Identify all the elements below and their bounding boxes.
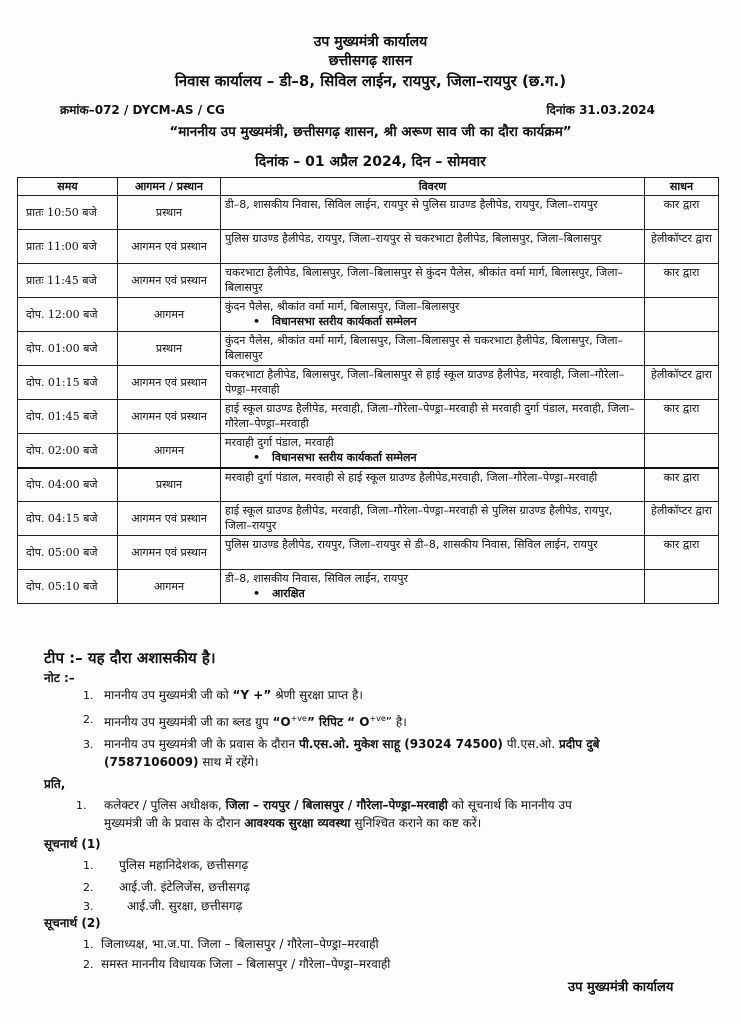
cell-mode: हेलीकॉप्टर द्वारा: [645, 230, 719, 264]
cell-detail-text: डी–8, शासकीय निवास, सिविल लाईन, रायपुर: [225, 572, 408, 585]
cell-action: आगमन एवं प्रस्थान: [118, 536, 221, 570]
note-1-number: 1.: [83, 689, 94, 702]
info-1-item-2: आई.जी. इंटेलिजेंस, छत्तीसगढ़: [119, 880, 250, 894]
cell-detail: [221, 196, 645, 230]
note-2: [104, 710, 704, 731]
info-2-item-1: जिलाध्यक्ष, भा.ज.पा. जिला – बिलासपुर / गौरेला–पेण्ड्रा–मरवाही: [101, 937, 379, 951]
program-title: “माननीय उप मुख्यमंत्री, छत्तीसगढ़ शासन, श्री अरूण साव जी का दौरा कार्यक्रम”: [169, 124, 572, 140]
cell-mode: कार द्वारा: [645, 264, 719, 298]
cell-detail-text: हाई स्कूल ग्राउण्ड हैलीपेड, मरवाही, जिला–गौरेला–पेण्ड्रा–मरवाही से मरवाही दुर्गा पंडाल, मरवाही, जिला–गौरेला–पेण्ड्रा–मरवाही: [225, 402, 635, 430]
cell-detail: [221, 366, 645, 400]
table-row: [18, 502, 719, 536]
schedule-table: [17, 177, 719, 604]
cell-detail: [221, 502, 645, 536]
copy-1-number: 1.: [76, 799, 87, 812]
cell-time: दोप. 04:00 बजे: [18, 468, 118, 502]
note-1: [104, 686, 704, 704]
note-2-text: माननीय उप मुख्यमंत्री जी का ब्लड ग्रुप: [104, 715, 273, 729]
cell-detail-text: कुंदन पैलेस, श्रीकांत वर्मा मार्ग, बिलासपुर, जिला–बिलासपुर से चकरभाटा हैलीपेड, बिलासपुर, जिला–बिलासपुर: [225, 334, 623, 362]
table-row: [18, 230, 719, 264]
info-2-item-2: समस्त माननीय विधायक जिला – बिलासपुर / गौरेला–पेण्ड्रा–मरवाही: [101, 957, 391, 971]
cell-action: प्रस्थान: [118, 332, 221, 366]
cell-detail: [221, 332, 645, 366]
note-1-text-end: श्रेणी सुरक्षा प्राप्त है।: [271, 688, 363, 702]
cell-detail-text: कुंदन पैलेस, श्रीकांत वर्मा मार्ग, बिलासपुर, जिला–बिलासपुर: [225, 300, 460, 313]
note-2-blood-a: “O: [272, 715, 291, 729]
cell-detail: [221, 264, 645, 298]
note-1-category: “Y +”: [232, 688, 272, 702]
cell-detail: [221, 400, 645, 434]
cell-action: आगमन एवं प्रस्थान: [118, 502, 221, 536]
note-1-text: माननीय उप मुख्यमंत्री जी को: [104, 688, 233, 702]
note-3-text-mid: पी.एस.ओ.: [502, 737, 559, 751]
copy-heading: प्रति,: [44, 777, 66, 791]
cell-action: आगमन: [118, 434, 221, 468]
reference-number: क्रमांक–072 / DYCM-AS / CG: [60, 103, 225, 117]
header-action: आगमन / प्रस्थान: [118, 178, 221, 196]
table-row: [18, 298, 719, 332]
cell-time: दोप. 05:00 बजे: [18, 536, 118, 570]
cell-mode: हेलीकॉप्टर द्वारा: [645, 366, 719, 400]
cell-time: दोप. 02:00 बजे: [18, 434, 118, 468]
cell-action: आगमन एवं प्रस्थान: [118, 264, 221, 298]
header-detail: विवरण: [221, 178, 645, 196]
tip-note: टीप :– यह दौरा अशासकीय है।: [44, 649, 216, 667]
cell-detail: [221, 230, 645, 264]
cell-mode: हेलीकॉप्टर द्वारा: [645, 502, 719, 536]
copy-1-text: कलेक्टर / पुलिस अधीक्षक,: [104, 798, 226, 812]
cell-time: दोप. 01:15 बजे: [18, 366, 118, 400]
cell-action: आगमन एवं प्रस्थान: [118, 366, 221, 400]
cell-detail-text: पुलिस ग्राउण्ड हैलीपेड, रायपुर, जिला–रायपुर से डी–8, शासकीय निवास, सिविल लाईन, रायपुर: [225, 538, 598, 551]
cell-action: आगमन एवं प्रस्थान: [118, 400, 221, 434]
cell-time: दोप. 04:15 बजे: [18, 502, 118, 536]
note-3-text: माननीय उप मुख्यमंत्री जी के प्रवास के दौरान: [104, 737, 299, 751]
note-3-pso-1: पी.एस.ओ. मुकेश साहू (93024 74500): [298, 737, 503, 751]
cell-action: आगमन एवं प्रस्थान: [118, 230, 221, 264]
cell-detail-text: चकरभाटा हैलीपेड, बिलासपुर, जिला–बिलासपुर से हाई स्कूल ग्राउण्ड हैलीपेड, मरवाही, जिला–गौरेला–पेण्ड्रा–मरवाही: [225, 368, 625, 396]
cell-time: दोप. 05:10 बजे: [18, 570, 118, 604]
copy-1-text-end: सुनिश्चित कराने का कष्ट करें।: [350, 816, 482, 830]
note-3-number: 3.: [83, 738, 94, 751]
copy-1-districts: जिला – रायपुर / बिलासपुर / गौरेला–पेण्ड्रा–मरवाही: [225, 798, 448, 812]
cell-detail-text: हाई स्कूल ग्राउण्ड हैलीपेड, मरवाही, जिला–गौरेला–पेण्ड्रा–मरवाही से पुलिस ग्राउण्ड हैलीपेड, रायपुर, जिला–रायपुर: [225, 504, 613, 532]
info-2-item-1-number: 1.: [83, 938, 94, 951]
cell-mode: [645, 570, 719, 604]
table-row: [18, 366, 719, 400]
note-3-pso-2: प्रदीप दुबे: [558, 737, 600, 751]
cell-detail: [221, 434, 645, 468]
cell-mode: कार द्वारा: [645, 400, 719, 434]
copy-1: [104, 796, 708, 832]
note-2-sup-b: +ve: [369, 714, 386, 723]
table-row: [18, 434, 719, 468]
table-row: [18, 264, 719, 298]
cell-detail-bullet: • आरक्षित: [225, 586, 640, 601]
cell-time: दोप. 12:00 बजे: [18, 298, 118, 332]
copy-1-security: आवश्यक सुरक्षा व्यवस्था: [244, 816, 351, 830]
table-row: [18, 468, 719, 502]
cell-detail: [221, 468, 645, 502]
note-2-text-end: ” है।: [385, 715, 407, 729]
reference-date: दिनांक 31.03.2024: [546, 103, 655, 117]
cell-mode: कार द्वारा: [645, 196, 719, 230]
cell-time: प्रातः 10:50 बजे: [18, 196, 118, 230]
program-date: दिनांक – 01 अप्रैल 2024, दिन – सोमवार: [255, 154, 486, 170]
note-3-text-end: साथ में रहेंगे।: [198, 755, 259, 769]
cell-mode: [645, 434, 719, 468]
cell-detail-bullet: • विधानसभा स्तरीय कार्यकर्ता सम्मेलन: [225, 450, 640, 465]
info-2-heading: सूचनार्थ (2): [44, 916, 101, 930]
cell-detail: [221, 298, 645, 332]
cell-detail-bullet: • विधानसभा स्तरीय कार्यकर्ता सम्मेलन: [225, 314, 640, 329]
office-title: उप मुख्यमंत्री कार्यालय: [313, 34, 428, 50]
info-1-item-3: आई.जी. सुरक्षा, छत्तीसगढ़: [127, 899, 243, 913]
cell-detail-text: मरवाही दुर्गा पंडाल, मरवाही से हाई स्कूल ग्राउण्ड हैलीपेड,मरवाही, जिला–गौरेला–पेण्ड्रा–मरवाही: [225, 470, 598, 484]
info-1-item-1-number: 1.: [83, 859, 94, 872]
cell-mode: [645, 298, 719, 332]
table-row: [18, 570, 719, 604]
cell-detail-text: चकरभाटा हैलीपेड, बिलासपुर, जिला–बिलासपुर से कुंदन पैलेस, श्रीकांत वर्मा मार्ग, बिलासपुर, जिला–बिलासपुर: [225, 266, 623, 294]
cell-mode: [645, 332, 719, 366]
notes-heading: नोट :–: [44, 671, 75, 685]
cell-action: प्रस्थान: [118, 196, 221, 230]
signature-office: उप मुख्यमंत्री कार्यालय: [568, 980, 674, 995]
cell-time: प्रातः 11:45 बजे: [18, 264, 118, 298]
cell-action: आगमन: [118, 298, 221, 332]
cell-time: प्रातः 11:00 बजे: [18, 230, 118, 264]
cell-mode: कार द्वारा: [645, 468, 719, 502]
copy-1-text-b: को सूचनार्थ कि माननीय उप: [447, 798, 572, 812]
note-3-pso-2-phone: (7587106009): [104, 755, 199, 769]
header-mode: साधन: [645, 178, 719, 196]
table-row: [18, 196, 719, 230]
info-2-item-2-number: 2.: [83, 958, 94, 971]
info-1-heading: सूचनार्थ (1): [44, 837, 101, 851]
cell-time: दोप. 01:45 बजे: [18, 400, 118, 434]
info-1-item-3-number: 3.: [83, 900, 94, 913]
cell-detail: [221, 536, 645, 570]
government-title: छत्तीसगढ़ शासन: [328, 53, 413, 69]
office-address: निवास कार्यालय – डी–8, सिविल लाईन, रायपुर, जिला–रायपुर (छ.ग.): [174, 72, 567, 90]
header-time: समय: [18, 178, 118, 196]
info-1-item-2-number: 2.: [83, 881, 94, 894]
cell-detail-text: मरवाही दुर्गा पंडाल, मरवाही: [225, 436, 334, 449]
cell-action: आगमन: [118, 570, 221, 604]
note-2-sup-a: +ve: [290, 714, 307, 723]
note-2-number: 2.: [83, 713, 94, 726]
note-3: [104, 735, 708, 771]
copy-1-text-c: मुख्यमंत्री जी के प्रवास के दौरान: [104, 816, 245, 830]
cell-action: प्रस्थान: [118, 468, 221, 502]
cell-detail-text: डी–8, शासकीय निवास, सिविल लाईन, रायपुर से पुलिस ग्राउण्ड हैलीपेड, रायपुर, जिला–रायपुर: [225, 198, 598, 211]
table-row: [18, 400, 719, 434]
schedule-header-row: [18, 178, 719, 196]
table-row: [18, 536, 719, 570]
cell-detail-text: पुलिस ग्राउण्ड हैलीपेड, रायपुर, जिला–रायपुर से चकरभाटा हैलीपेड, बिलासपुर, जिला–बिलासपुर: [225, 232, 602, 245]
info-1-item-1: पुलिस महानिदेशक, छत्तीसगढ़: [119, 858, 249, 872]
note-2-blood-b: ” रिपिट “ O: [306, 715, 370, 729]
cell-detail: [221, 570, 645, 604]
cell-time: दोप. 01:00 बजे: [18, 332, 118, 366]
table-row: [18, 332, 719, 366]
cell-mode: कार द्वारा: [645, 536, 719, 570]
